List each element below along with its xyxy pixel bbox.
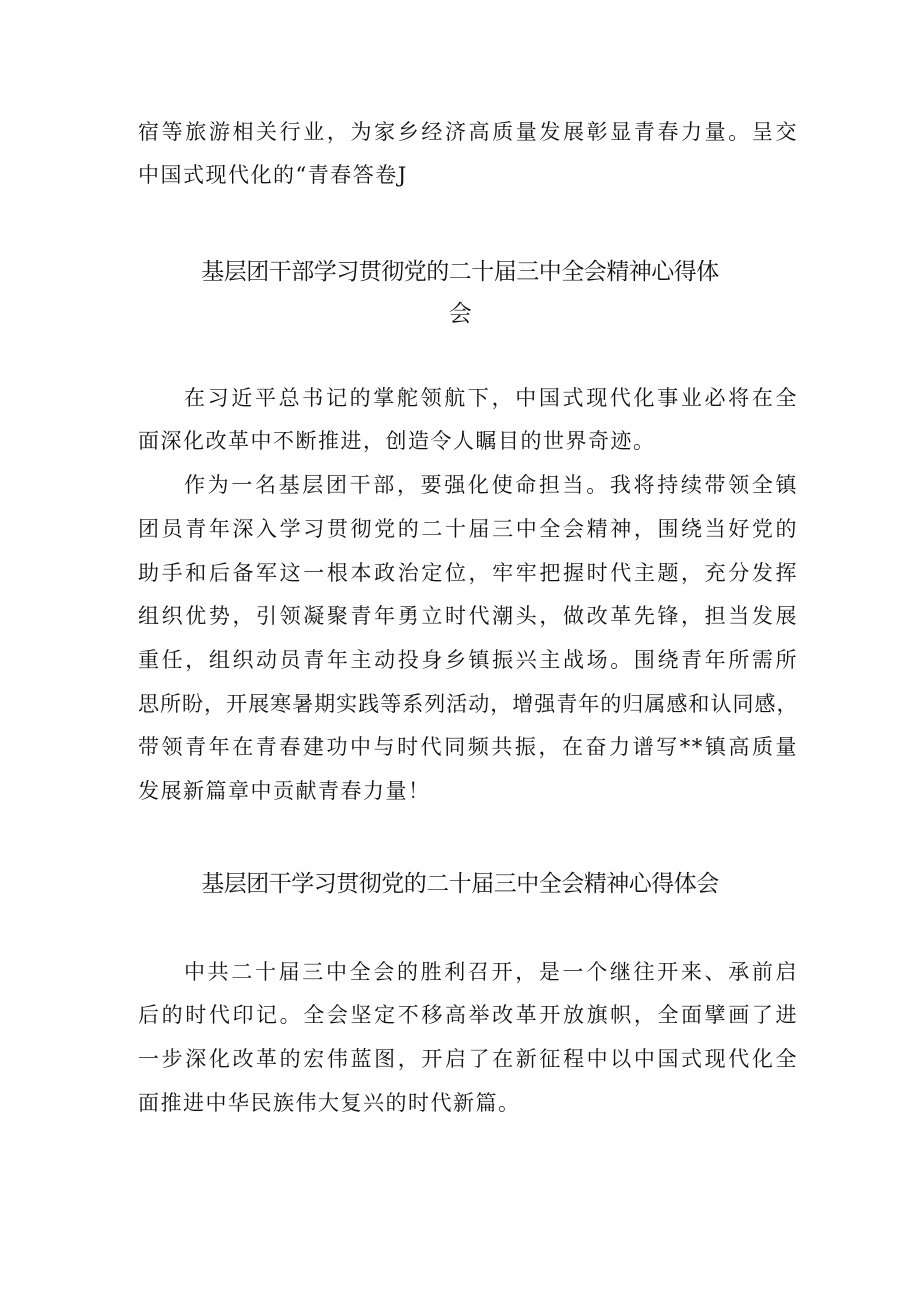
- fragment-line-2: 中国式现代化的“青春答卷J: [138, 163, 408, 187]
- section1-title-line-2: 会: [448, 301, 472, 327]
- s1-p2-line-1: 作为一名基层团干部，要强化使命担当。我将持续带领全镇: [184, 473, 798, 497]
- s2-p1-line-1: 中共二十届三中全会的胜利召开，是一个继往开来、承前启: [184, 960, 798, 984]
- s1-p2-line-8: 发展新篇章中贡献青春力量！: [138, 779, 431, 803]
- s2-p1-line-2: 后的时代印记。全会坚定不移高举改革开放旗帜，全面擘画了进: [138, 1003, 798, 1027]
- s1-p2-line-5: 重任，组织动员青年主动投身乡镇振兴主战场。围绕青年所需所: [138, 648, 798, 672]
- s2-p1-line-3: 一步深化改革的宏伟蓝图，开启了在新征程中以中国式现代化全: [138, 1047, 798, 1071]
- section2-title: 基层团干学习贯彻党的二十届三中全会精神心得体会: [201, 871, 719, 897]
- s1-p1-line-1: 在习近平总书记的掌舵领航下，中国式现代化事业必将在全: [184, 386, 798, 410]
- section1-title-line-1: 基层团干部学习贯彻党的二十届三中全会精神心得体: [201, 259, 719, 285]
- s1-p2-line-7: 带领青年在青春建功中与时代同频共振，在奋力谱写**镇高质量: [138, 735, 798, 759]
- s1-p2-line-4: 组织优势，引领凝聚青年勇立时代潮头，做改革先锋，担当发展: [138, 604, 798, 628]
- s1-p2-line-6: 思所盼，开展寒暑期实践等系列活动，增强青年的归属感和认同感，: [138, 692, 798, 716]
- s2-p1-line-4: 面推进中华民族伟大复兴的时代新篇。: [138, 1091, 521, 1115]
- s1-p2-line-2: 团员青年深入学习贯彻党的二十届三中全会精神，围绕当好党的: [138, 517, 798, 541]
- s1-p1-line-2: 面深化改革中不断推进，创造令人瞩目的世界奇迹。: [138, 429, 656, 453]
- fragment-line-1: 宿等旅游相关行业，为家乡经济高质量发展彰显青春力量。呈交: [138, 120, 798, 144]
- s1-p2-line-3: 助手和后备军这一根本政治定位，牢牢把握时代主题，充分发挥: [138, 561, 798, 585]
